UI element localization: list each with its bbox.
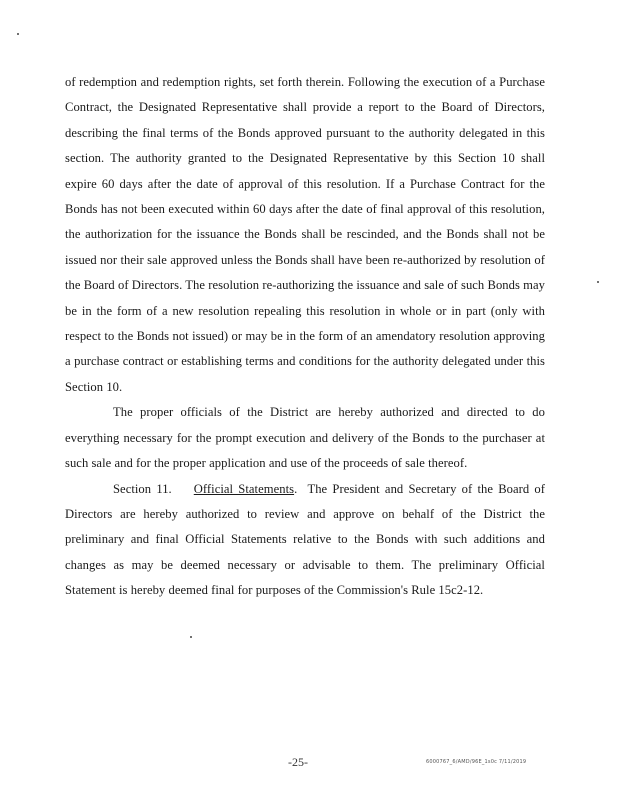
document-body xyxy=(65,70,545,604)
paragraph-proper-officials: The proper officials of the District are hereby authorized and directed to do everything necessary for the prompt execution and delivery of the Bonds to the purchaser at such sale and for the proper application and use of the proceeds of sale thereof. xyxy=(65,405,545,471)
section-11-text: The President and Secretary of the Board of Directors are hereby authorized to review and approve on behalf of the District the preliminary and final Official Statements relative to the Bonds with such additions and changes as may be deemed necessary or advisable to them. The preliminary Official Statement is hereby deemed final for purposes of the Commission's Rule 15c2-12. xyxy=(65,481,546,598)
section-heading: Section 11. Official Statements. xyxy=(113,481,308,496)
paragraph-section-11 xyxy=(65,477,545,604)
section-number: Section 11. xyxy=(113,481,172,496)
paragraph-redemption-authority: of redemption and redemption rights, set forth therein. Following the execution of a Purchase Contract, the Designated Representative shall provide a report to the Board of Directors, describing the final terms of the Bonds approved pursuant to the authority delegated in this section. The authority granted to the Designated Representative by this Section 10 shall expire 60 days after the date of approval of this resolution. If a Purchase Contract for the Bonds has not been executed within 60 days after the date of final approval of this resolution, the authorization for the issuance the Bonds shall be rescinded, and the Bonds shall not be issued nor their sale approved unless the Bonds shall have been re-authorized by resolution of the Board of Directors. The resolution re-authorizing the issuance and sale of such Bonds may be in the form of a new resolution repealing this resolution in whole or in part (only with respect to the Bonds not issued) or may be in the form of an amendatory resolution approving a purchase contract or establishing terms and conditions for the authority delegated under this Section 10. xyxy=(65,75,545,394)
scan-speck xyxy=(190,636,192,638)
document-code: 6000767_6/AMD/96E_1s0c 7/11/2019 xyxy=(426,759,527,765)
section-title: Official Statements xyxy=(193,481,295,496)
scan-speck xyxy=(17,33,19,35)
scan-speck xyxy=(597,281,599,283)
page-number: -25- xyxy=(288,755,308,769)
